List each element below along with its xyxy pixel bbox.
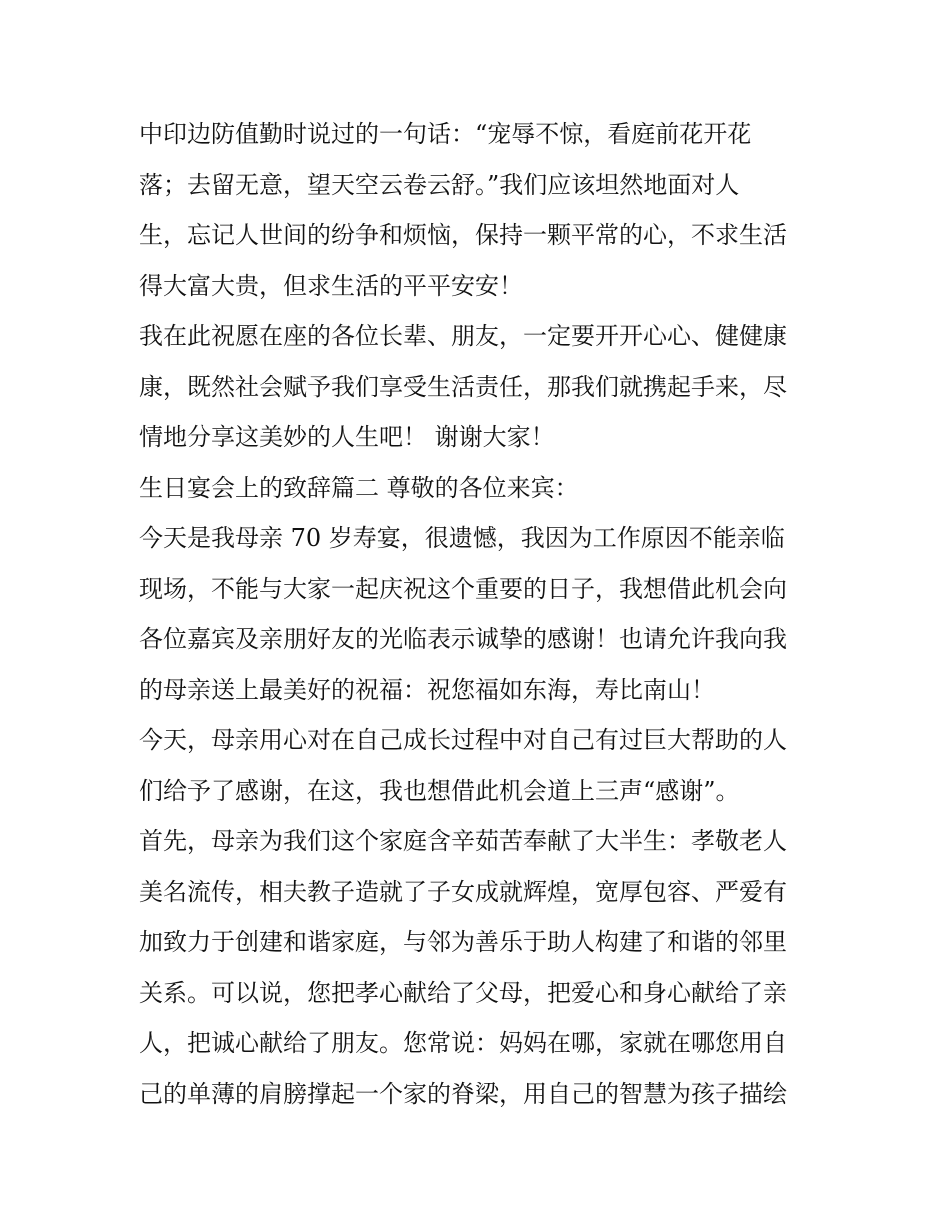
text-line: 落；去留无意，望天空云卷云舒。”我们应该坦然地面对人 <box>139 170 740 199</box>
text-line: 康，既然社会赋予我们享受生活责任，那我们就携起手来，尽 <box>139 372 787 401</box>
text-line: 今天是我母亲 70 岁寿宴，很遗憾，我因为工作原因不能亲临 <box>139 524 785 552</box>
document-body <box>139 109 819 1119</box>
text-line: 己的单薄的肩膀撑起一个家的脊梁，用自己的智慧为孩子描绘 <box>139 1079 787 1108</box>
text-line: 情地分享这美妙的人生吧！ 谢谢大家！ <box>139 423 555 451</box>
text-line: 美名流传，相夫教子造就了子女成就辉煌，宽厚包容、严爱有 <box>139 877 787 906</box>
text-line: 中印边防值勤时说过的一句话：“宠辱不惊，看庭前花开花 <box>139 120 752 148</box>
text-line: 的母亲送上最美好的祝福：祝您福如东海，寿比南山！ <box>139 675 715 704</box>
text-line: 生，忘记人世间的纷争和烦恼，保持一颗平常的心，不求生活 <box>139 221 787 249</box>
text-line: 得大富大贵，但求生活的平平安安！ <box>139 271 523 300</box>
section-heading-line: 生日宴会上的致辞篇二 尊敬的各位来宾： <box>139 473 579 502</box>
text-line: 今天，母亲用心对在自己成长过程中对自己有过巨大帮助的人 <box>139 726 787 754</box>
text-line: 现场，不能与大家一起庆祝这个重要的日子，我想借此机会向 <box>139 574 787 603</box>
text-line: 加致力于创建和谐家庭，与邻为善乐于助人构建了和谐的邻里 <box>139 928 787 956</box>
text-line: 各位嘉宾及亲朋好友的光临表示诚挚的感谢！也请允许我向我 <box>139 625 787 653</box>
text-line: 首先，母亲为我们这个家庭含辛茹苦奉献了大半生：孝敬老人 <box>139 827 787 855</box>
text-line: 人，把诚心献给了朋友。您常说：妈妈在哪，家就在哪您用自 <box>139 1029 787 1057</box>
text-line: 我在此祝愿在座的各位长辈、朋友，一定要开开心心、健健康 <box>139 322 787 350</box>
text-line: 关系。可以说，您把孝心献给了父母，把爱心和身心献给了亲 <box>139 978 787 1007</box>
text-line: 们给予了感谢，在这，我也想借此机会道上三声“感谢”。 <box>139 776 740 805</box>
